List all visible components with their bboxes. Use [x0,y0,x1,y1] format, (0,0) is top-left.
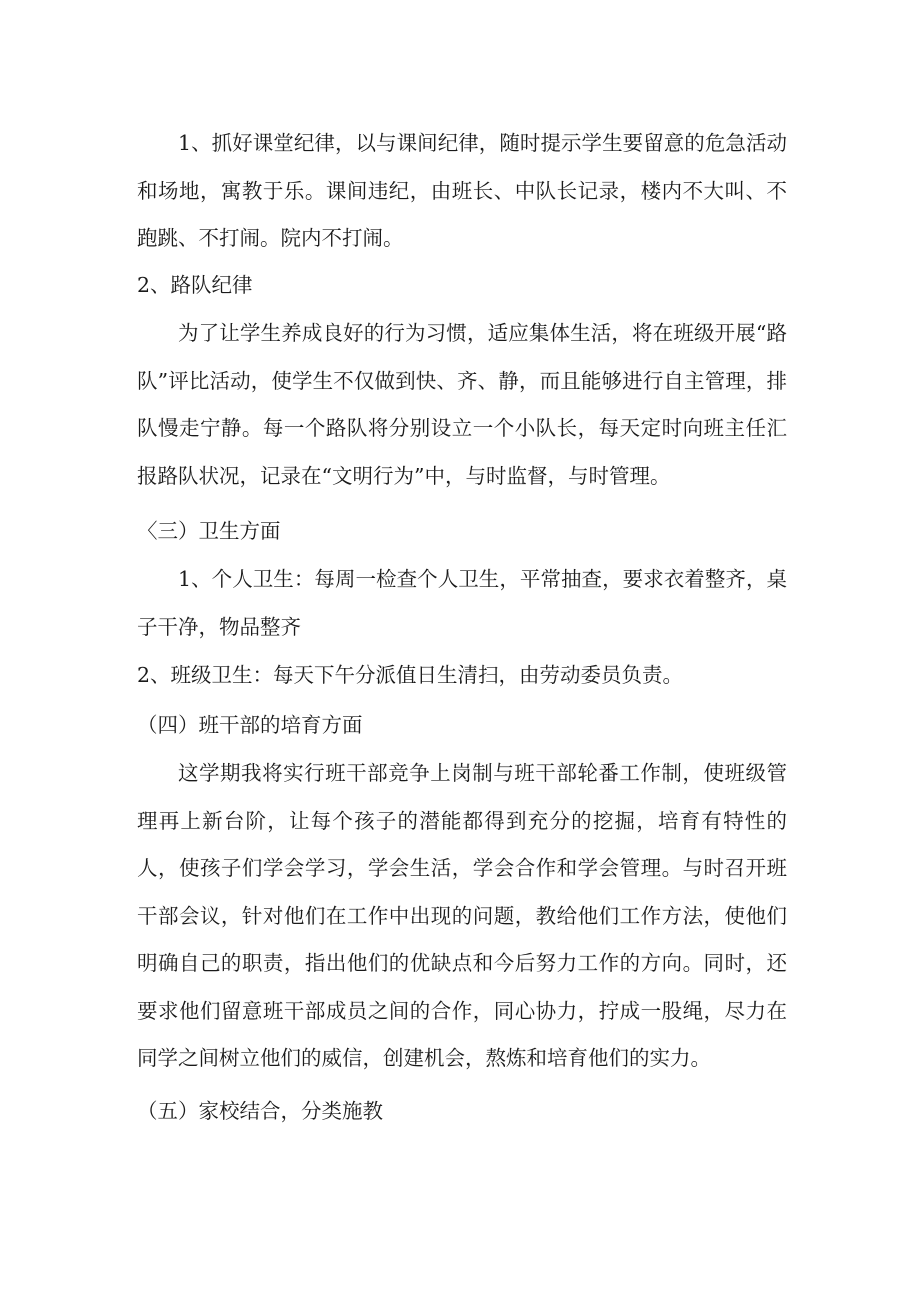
section-heading-home-school: （五）家校结合，分类施教 [137,1099,383,1123]
paragraph-class-hygiene: 2、班级卫生：每天下午分派值日生清扫，由劳动委员负责。 [137,663,684,687]
heading-line-discipline: 2、路队纪律 [137,273,253,297]
paragraph-line-discipline: 为了让学生养成良好的行为习惯，适应集体生活，将在班级开展“路队”评比活动，使学生不仅做到快、齐、静，而且能够进行自主管理，排队慢走宁静。每一个路队将分别设立一个小队长，每天定时向班主任汇报路队状况，记录在“文明行为”中，与时监督，与时管理。 [137,321,787,488]
paragraph-class-discipline: 1、抓好课堂纪律，以与课间纪律，随时提示学生要留意的危急活动和场地，寓教于乐。课间违纪，由班长、中队长记录，楼内不大叫、不跑跳、不打闹。院内不打闹。 [137,131,787,250]
section-heading-class-cadres: （四）班干部的培育方面 [137,713,363,737]
section-heading-hygiene: 〈三）卫生方面 [137,519,281,543]
paragraph-personal-hygiene: 1、个人卫生：每周一检查个人卫生，平常抽查，要求衣着整齐，桌子干净，物品整齐 [137,567,787,639]
paragraph-class-cadres: 这学期我将实行班干部竞争上岗制与班干部轮番工作制，使班级管理再上新台阶，让每个孩子的潜能都得到充分的挖掘，培育有特性的人，使孩子们学会学习，学会生活，学会合作和学会管理。与时召开班干部会议，针对他们在工作中出现的问题，教给他们工作方法，使他们明确自己的职责，指出他们的优缺点和今后努力工作的方向。同时，还要求他们留意班干部成员之间的合作，同心协力，拧成一股绳，尽力在同学之间树立他们的威信，创建机会，熬炼和培育他们的实力。 [137,761,787,1070]
